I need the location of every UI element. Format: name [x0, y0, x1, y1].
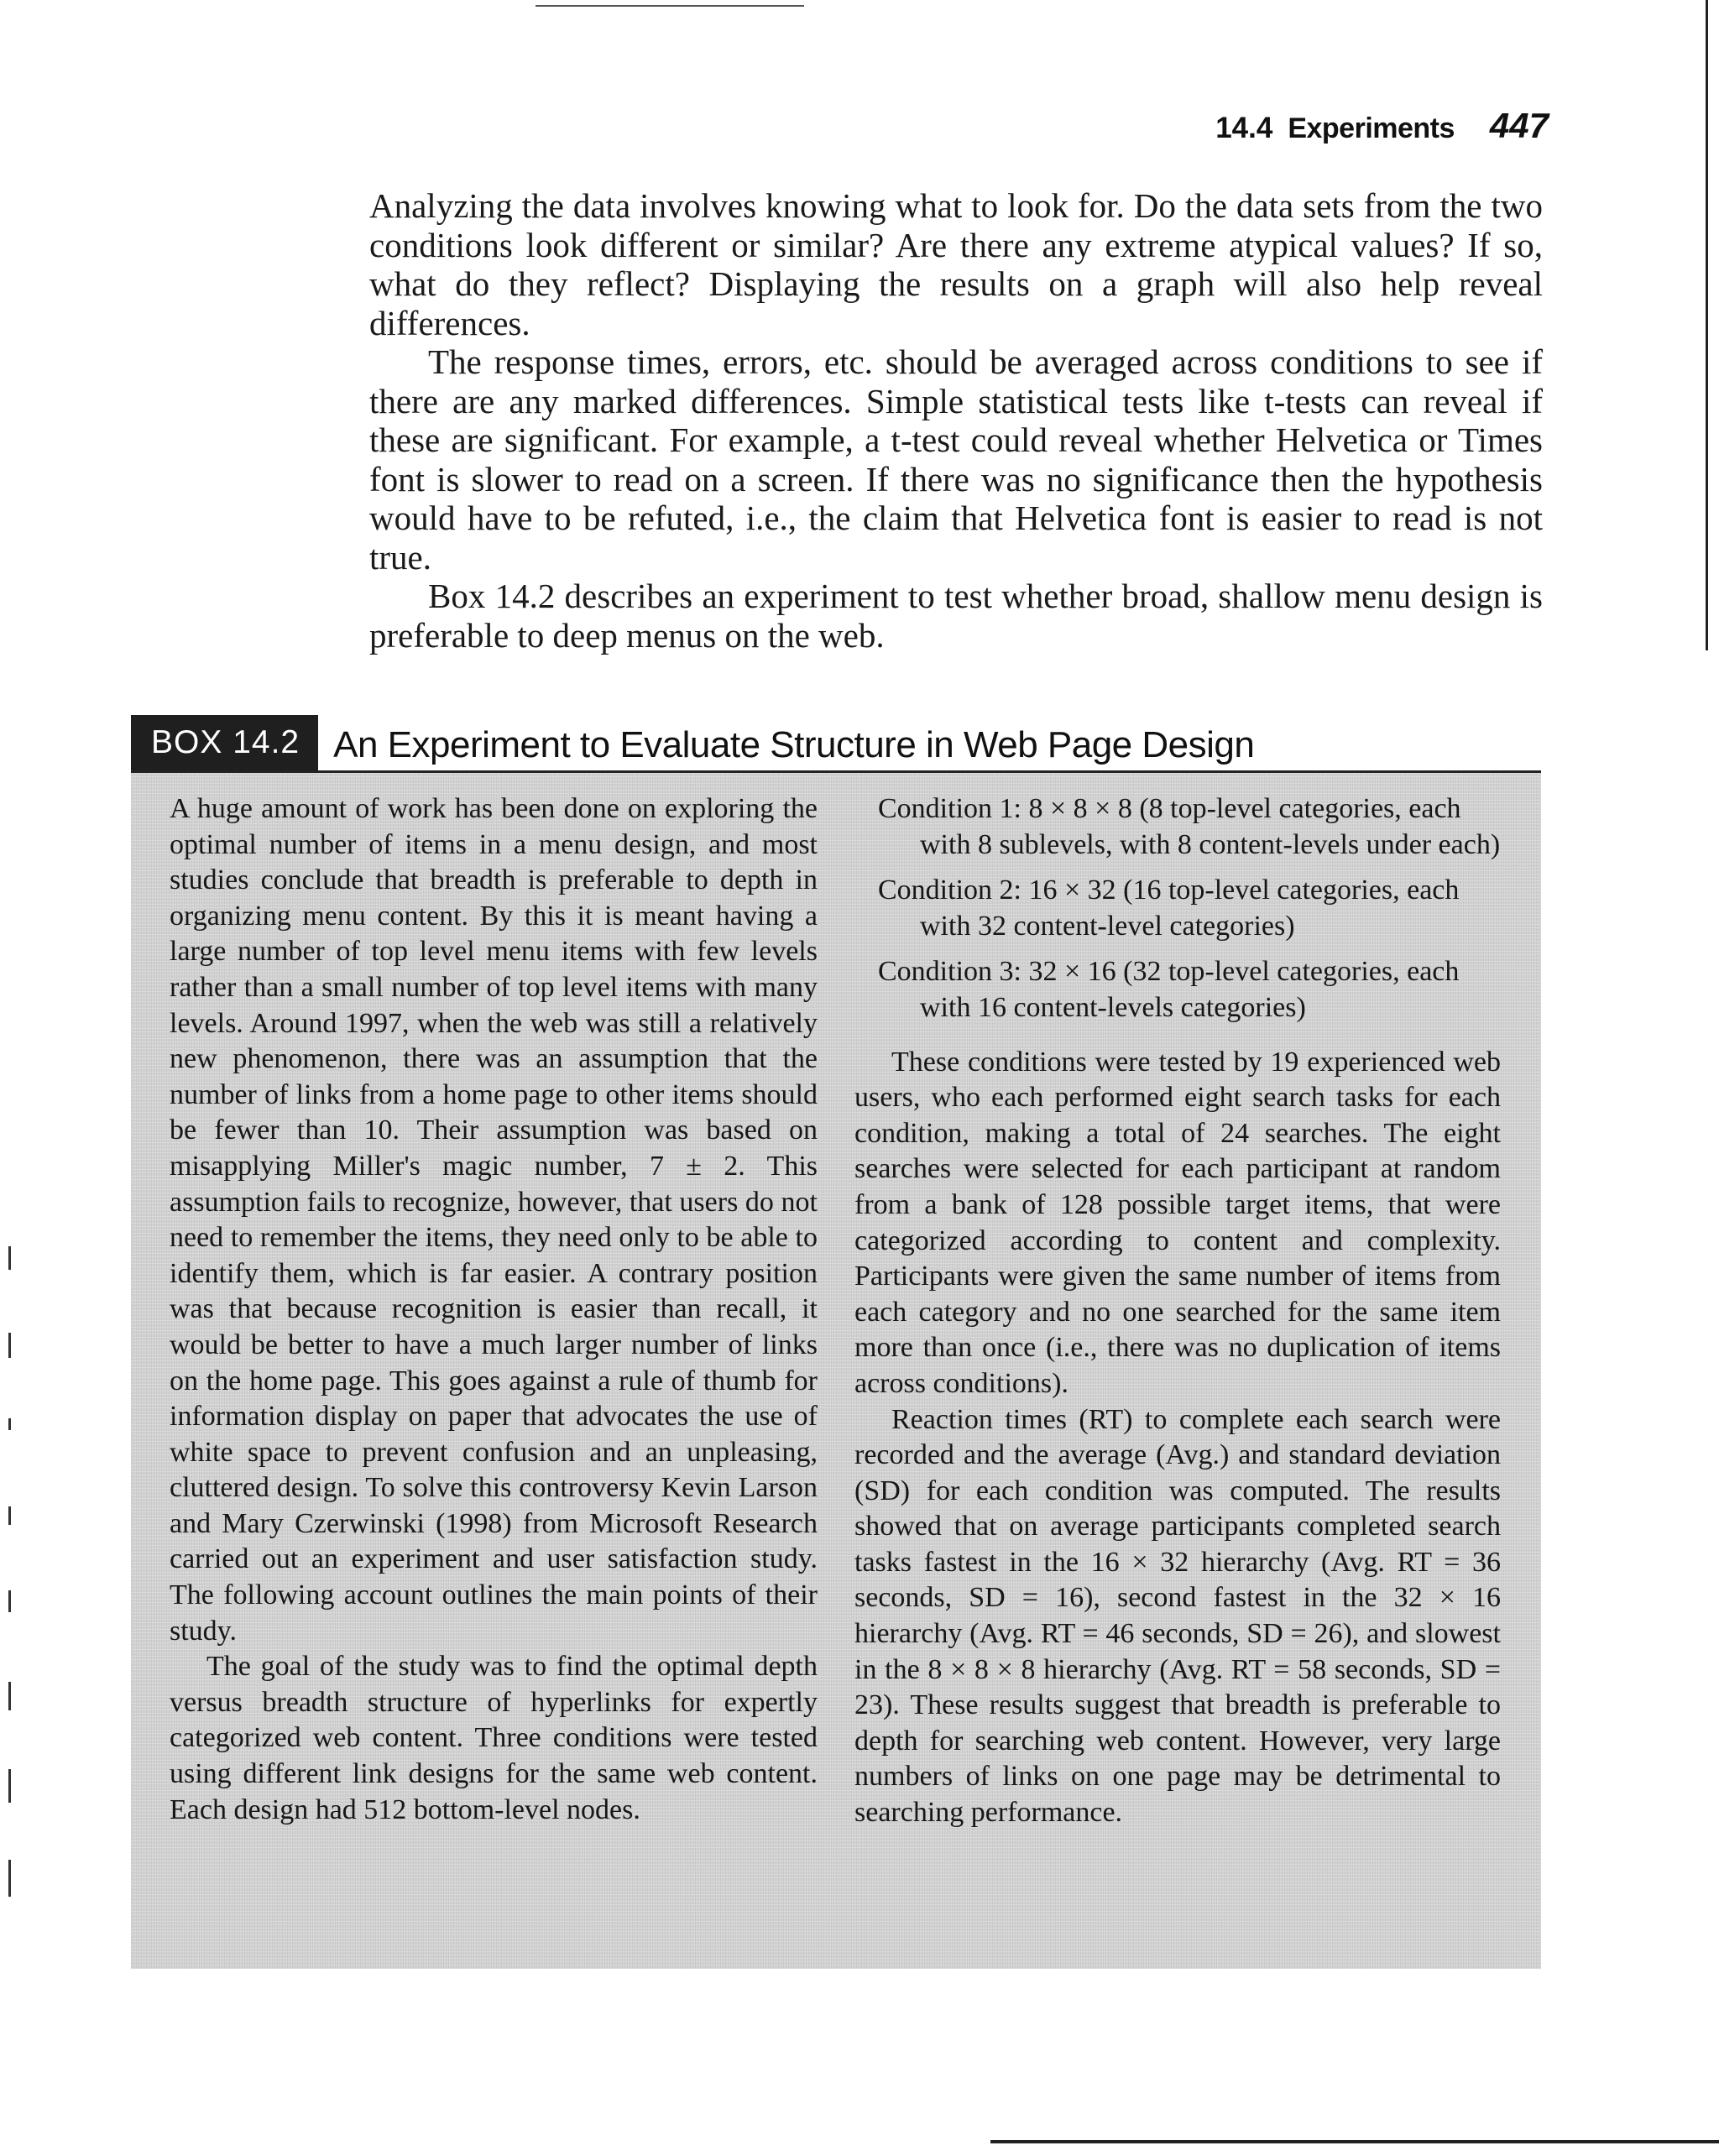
condition-item: Condition 2: 16 × 32 (16 top-level categories, each with 32 content-level categories): [878, 874, 1460, 942]
page-number: 447: [1489, 106, 1549, 145]
bottom-scan-rule: [990, 2140, 1719, 2143]
margin-tick: [8, 1860, 11, 1897]
intro-paragraph: The response times, errors, etc. should be averaged across conditions to see if there are any marked differences. Simple statistical tests like t-tests can reveal if these are significant. For example, a t-test could reveal whether Helvetica or Times font is slower to read on a screen. If there was no significance then the hypothesis would have to be refuted, i.e., the claim that Helvetica font is easier to read is not true.: [369, 342, 1543, 577]
box-body: [131, 773, 1541, 1969]
box-paragraph: A huge amount of work has been done on exploring the optimal number of items in a menu design, and most studies conclude that breadth is preferable to depth in organizing menu content. By this it is meant having a large number of top level menu items with few levels rather than a small number of top level items with many levels. Around 1997, when the web was still a relatively new phenomenon, there was an assumption that the number of links from a home page to other items should be fewer than 10. Their assumption was based on misapplying Miller's magic number, 7 ± 2. This assumption fails to recognize, however, that users do not need to remember the items, they need only to be able to identify them, which is far easier. A contrary position was that because recognition is easier than recall, it would be better to have a much larger number of links on the home page. This goes against a rule of thumb for information display on paper that advocates the use of white space to prevent confusion and an unpleasing, cluttered design. To solve this controversy Kevin Larson and Mary Czerwinski (1998) from Microsoft Research carried out an experiment and user satisfaction study. The following account outlines the main points of their study.: [170, 793, 818, 1647]
box-left-column: [170, 791, 818, 1828]
margin-tick: [8, 1590, 11, 1612]
box-paragraph: The goal of the study was to find the optimal depth versus breadth structure of hyperlinks for expertly categorized web content. Three conditions were tested using different link designs for the same web content. Each design had 512 bottom-level nodes.: [170, 1651, 818, 1825]
running-header: [1215, 106, 1549, 146]
box-right-column: [854, 791, 1501, 1831]
sidebar-box: [131, 715, 1541, 1969]
margin-tick: [8, 1418, 11, 1430]
box-label: BOX 14.2: [131, 715, 318, 770]
top-scan-rule: [536, 5, 804, 7]
margin-tick: [8, 1682, 11, 1710]
box-paragraph: Reaction times (RT) to complete each search were recorded and the average (Avg.) and standard deviation (SD) for each condition was computed. The results showed that on average participants completed search tasks fastest in the 16 × 32 hierarchy (Avg. RT = 36 seconds, SD = 16), second fastest in the 32 × 16 hierarchy (Avg. RT = 46 seconds, SD = 26), and slowest in the 8 × 8 × 8 hierarchy (Avg. RT = 58 seconds, SD = 23). These results suggest that breadth is preferable to depth for searching web content. However, very large numbers of links on one page may be detrimental to searching performance.: [854, 1403, 1501, 1829]
intro-paragraph: Box 14.2 describes an experiment to test whether broad, shallow menu design is preferable to deep menus on the web.: [369, 577, 1543, 655]
margin-tick: [8, 1333, 11, 1358]
box-header: [131, 715, 1541, 773]
margin-tick: [8, 1769, 11, 1803]
margin-tick: [8, 1246, 11, 1270]
section-number: 14.4: [1215, 112, 1273, 144]
intro-text: [369, 186, 1543, 655]
condition-item: Condition 1: 8 × 8 × 8 (8 top-level categories, each with 8 sublevels, with 8 content-levels under each): [878, 793, 1501, 860]
box-title: An Experiment to Evaluate Structure in Web Page Design: [333, 724, 1255, 765]
intro-paragraph: Analyzing the data involves knowing what to look for. Do the data sets from the two conditions look different or similar? Are there any extreme atypical values? If so, what do they reflect? Displaying the results on a graph will also help reveal differences.: [369, 186, 1543, 342]
box-paragraph: These conditions were tested by 19 experienced web users, who each performed eight search tasks for each condition, making a total of 24 searches. The eight searches were selected for each participant at random from a bank of 128 possible target items, that were categorized according to content and complexity. Participants were given the same number of items from each category and no one searched for the same item more than once (i.e., there was no duplication of items across conditions).: [854, 1046, 1501, 1399]
condition-item: Condition 3: 32 × 16 (32 top-level categories, each with 16 content-levels categories): [878, 956, 1460, 1023]
margin-tick: [8, 1506, 11, 1525]
conditions-list: [854, 791, 1501, 1026]
section-title: Experiments: [1288, 112, 1455, 144]
right-scan-rule: [1706, 0, 1708, 650]
